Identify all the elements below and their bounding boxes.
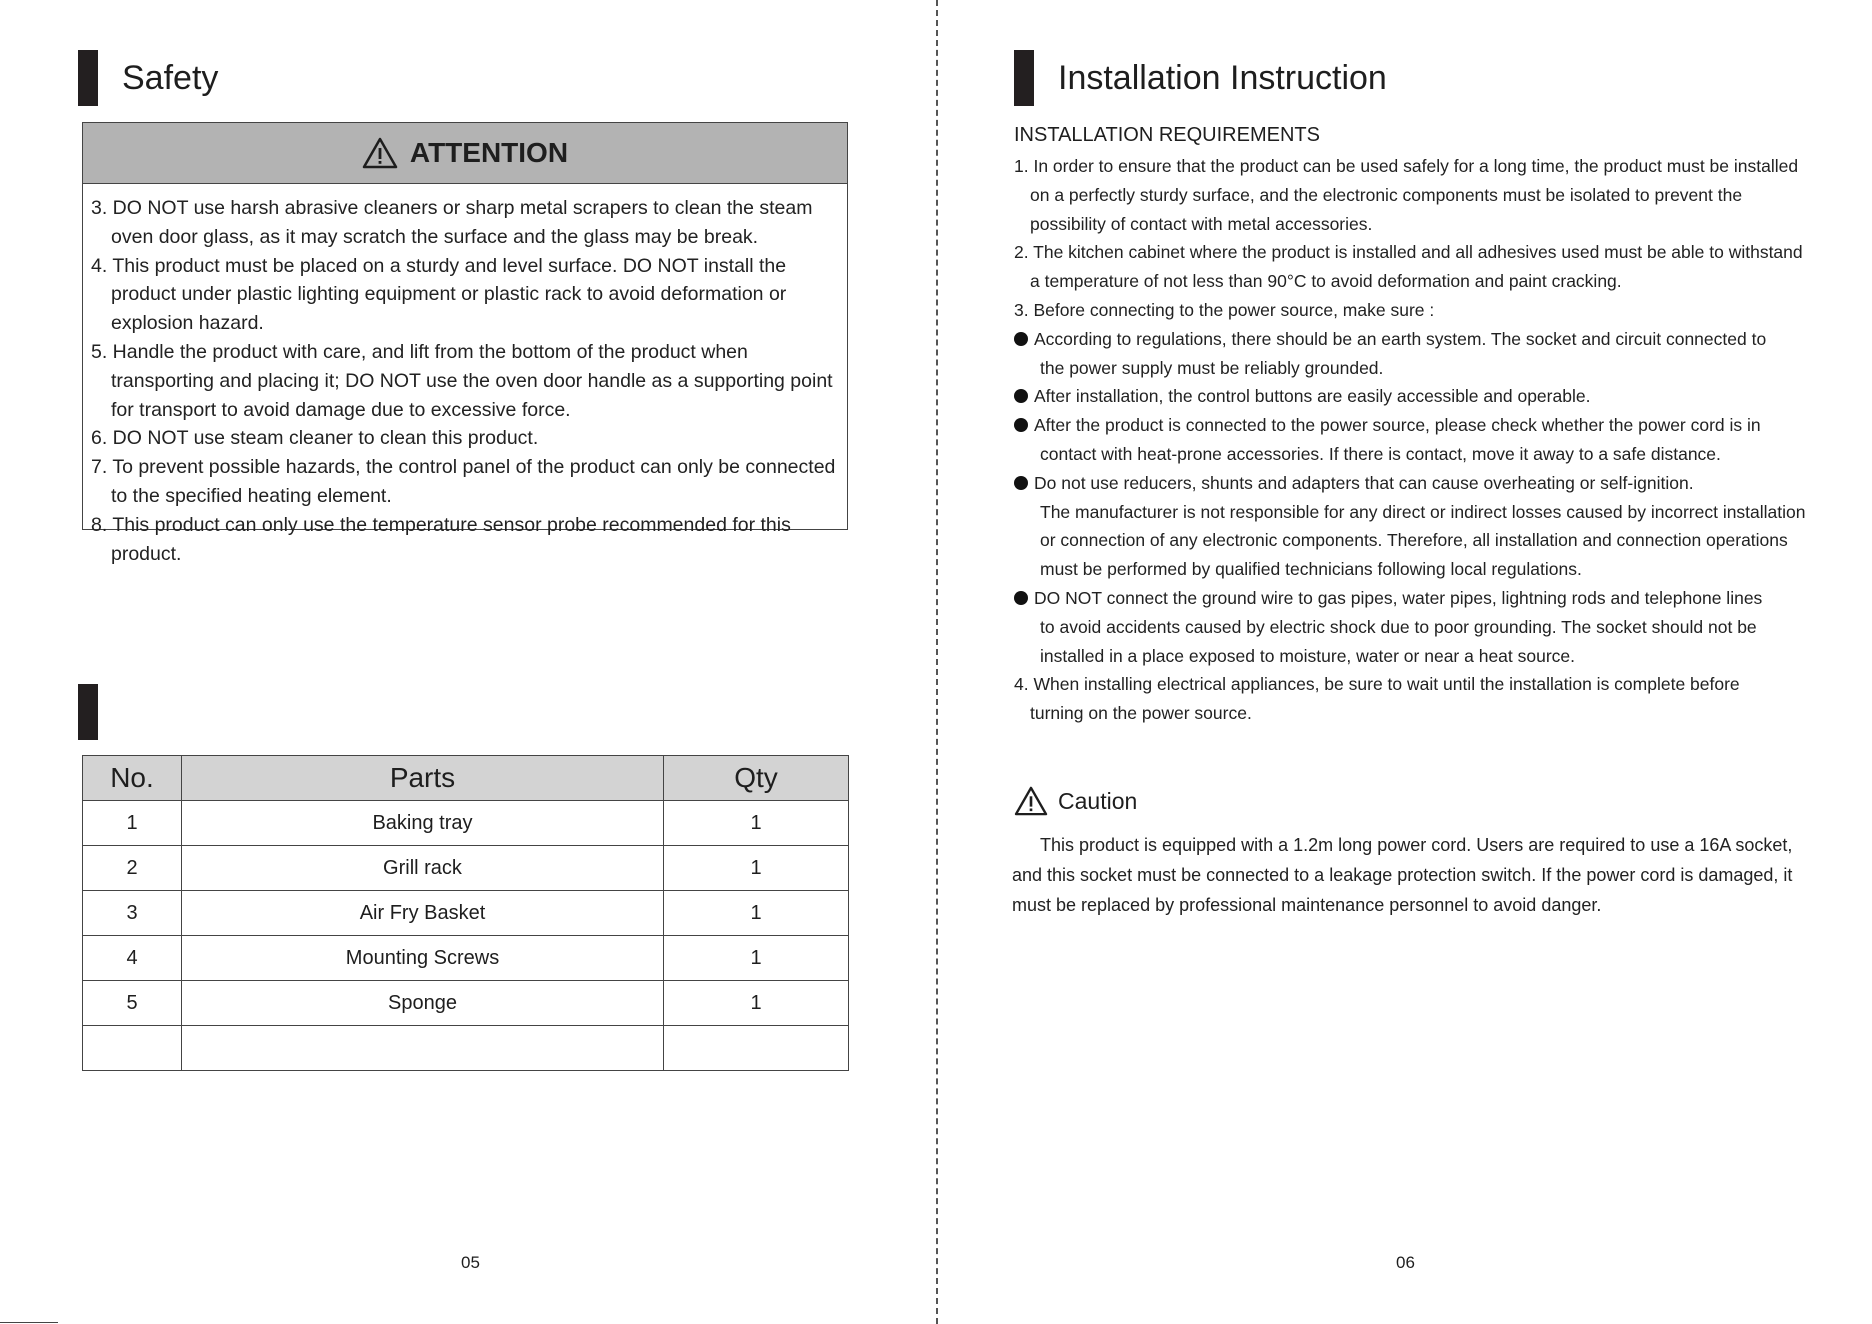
cell-part: Mounting Screws — [182, 936, 664, 981]
requirement-line — [1014, 526, 1834, 555]
requirement-text: turning on the power source. — [1030, 703, 1252, 724]
requirement-text: After installation, the control buttons are easily accessible and operable. — [1034, 386, 1591, 407]
requirement-text: 4. When installing electrical appliances, be sure to wait until the installation is complete before — [1014, 674, 1740, 695]
requirement-line — [1014, 613, 1834, 642]
bullet-dot-icon — [1014, 476, 1028, 490]
cell-no — [83, 1026, 182, 1071]
attention-item: 3. DO NOT use harsh abrasive cleaners or sharp metal scrapers to clean the steam oven door glass, as it may scratch the surface and the glass may be break. — [91, 197, 813, 248]
table-row — [83, 846, 849, 891]
requirement-line — [1014, 469, 1834, 498]
attention-title: ATTENTION — [409, 137, 569, 168]
table-row — [83, 936, 849, 981]
requirement-text: After the product is connected to the power source, please check whether the power cord is in — [1034, 415, 1761, 436]
page-divider — [936, 0, 938, 1324]
attention-box — [82, 122, 848, 565]
requirement-line — [1014, 584, 1834, 613]
attention-item: 6. DO NOT use steam cleaner to clean this product. — [91, 427, 539, 450]
attention-list — [83, 184, 847, 568]
header-parts: Parts — [182, 756, 664, 801]
requirement-line — [1014, 152, 1834, 181]
attention-header — [83, 123, 847, 184]
requirement-line — [1014, 296, 1834, 325]
cell-part: Grill rack — [182, 846, 664, 891]
table-row — [83, 891, 849, 936]
requirement-line — [1014, 382, 1834, 411]
attention-item: 8. This product can only use the temperature sensor probe recommended for this product. — [91, 513, 791, 565]
cell-no: 2 — [83, 846, 182, 891]
requirement-text: on a perfectly sturdy surface, and the electronic components must be isolated to prevent the — [1030, 184, 1743, 205]
cell-no: 4 — [83, 936, 182, 981]
bullet-dot-icon — [1014, 418, 1028, 432]
requirement-text: installed in a place exposed to moisture, water or near a heat source. — [1040, 645, 1576, 666]
installation-heading — [1014, 50, 1387, 106]
safety-title: Safety — [122, 58, 219, 97]
cell-part: Sponge — [182, 981, 664, 1026]
bullet-dot-icon — [1014, 332, 1028, 346]
table-header-row — [83, 756, 849, 801]
cell-qty: 1 — [664, 936, 849, 981]
requirement-line — [1014, 325, 1834, 354]
requirement-text: contact with heat-prone accessories. If there is contact, move it away to a safe distance. — [1040, 443, 1721, 464]
bullet-dot-icon — [1014, 591, 1028, 605]
cell-qty — [664, 1026, 849, 1071]
requirement-text: or connection of any electronic components. Therefore, all installation and connection operations — [1040, 530, 1788, 551]
requirement-line — [1014, 670, 1834, 699]
cell-no: 5 — [83, 981, 182, 1026]
requirement-line — [1014, 354, 1834, 383]
warning-triangle-icon — [1014, 786, 1048, 816]
cell-no: 3 — [83, 891, 182, 936]
requirement-line — [1014, 555, 1834, 584]
requirement-line — [1014, 642, 1834, 671]
heading-bar — [78, 50, 98, 106]
warning-triangle-icon — [362, 137, 398, 169]
requirements-list — [1014, 152, 1834, 728]
cell-part — [182, 1026, 664, 1071]
parts-table — [82, 755, 849, 1071]
header-no: No. — [83, 756, 182, 801]
requirement-text: According to regulations, there should be an earth system. The socket and circuit connected to — [1034, 328, 1767, 349]
requirement-text: The manufacturer is not responsible for any direct or indirect losses caused by incorrect installation — [1040, 501, 1806, 522]
requirement-line — [1014, 699, 1834, 728]
caution-title: Caution — [1058, 787, 1138, 814]
cell-qty: 1 — [664, 981, 849, 1026]
installation-title: Installation Instruction — [1058, 58, 1387, 97]
right-page — [940, 0, 1872, 1324]
requirement-line — [1014, 267, 1834, 296]
safety-heading — [78, 50, 218, 106]
attention-item: 4. This product must be placed on a sturdy and level surface. DO NOT install the product under plastic lighting equipment or plastic rack to avoid deformation or explosion hazard. — [91, 254, 787, 335]
header-qty: Qty — [664, 756, 849, 801]
requirement-line — [1014, 498, 1834, 527]
requirement-text: the power supply must be reliably grounded. — [1040, 357, 1384, 378]
cell-part: Baking tray — [182, 801, 664, 846]
bullet-dot-icon — [1014, 389, 1028, 403]
table-row — [83, 981, 849, 1026]
requirement-line — [1014, 440, 1834, 469]
table-row — [83, 801, 849, 846]
footnote-rule — [0, 1322, 58, 1323]
cell-qty: 1 — [664, 846, 849, 891]
attention-item: 7. To prevent possible hazards, the control panel of the product can only be connected to the specified heating element. — [91, 456, 836, 507]
requirement-line — [1014, 210, 1834, 239]
caution-text: This product is equipped with a 1.2m long power cord. Users are required to use a 16A socket, and this socket must be connected to a leakage protection switch. If the power cord is damaged, it must be replaced by professional maintenance personnel to avoid danger. — [1012, 835, 1793, 915]
requirements-heading: INSTALLATION REQUIREMENTS — [1014, 124, 1320, 146]
requirement-text: Do not use reducers, shunts and adapters that can cause overheating or self-ignition. — [1034, 472, 1694, 493]
requirement-text: must be performed by qualified technicians following local regulations. — [1040, 559, 1582, 580]
cell-part: Air Fry Basket — [182, 891, 664, 936]
requirement-line — [1014, 181, 1834, 210]
heading-bar — [78, 684, 98, 740]
requirement-text: possibility of contact with metal accessories. — [1030, 213, 1373, 234]
page-number: 05 — [461, 1253, 480, 1272]
heading-bar — [1014, 50, 1034, 106]
cell-no: 1 — [83, 801, 182, 846]
requirement-line — [1014, 411, 1834, 440]
parts-heading — [78, 684, 122, 740]
requirement-line — [1014, 238, 1834, 267]
caution-heading — [1014, 786, 1137, 816]
requirement-text: to avoid accidents caused by electric shock due to poor grounding. The socket should not be — [1040, 616, 1757, 637]
table-row — [83, 1026, 849, 1071]
requirement-text: DO NOT connect the ground wire to gas pipes, water pipes, lightning rods and telephone lines — [1034, 587, 1763, 608]
attention-item: 5. Handle the product with care, and lift from the bottom of the product when transporting and placing it; DO NOT use the oven door handle as a supporting point for transport to avoid damage due to excessive force. — [91, 340, 833, 421]
requirement-text: a temperature of not less than 90°C to avoid deformation and paint cracking. — [1030, 271, 1622, 292]
requirement-text: 1. In order to ensure that the product can be used safely for a long time, the product must be installed — [1014, 156, 1799, 176]
cell-qty: 1 — [664, 801, 849, 846]
requirement-text: 3. Before connecting to the power source, make sure : — [1014, 299, 1435, 320]
cell-qty: 1 — [664, 891, 849, 936]
requirement-text: 2. The kitchen cabinet where the product is installed and all adhesives used must be able to withstand — [1014, 242, 1803, 263]
page-number: 06 — [1396, 1253, 1415, 1272]
